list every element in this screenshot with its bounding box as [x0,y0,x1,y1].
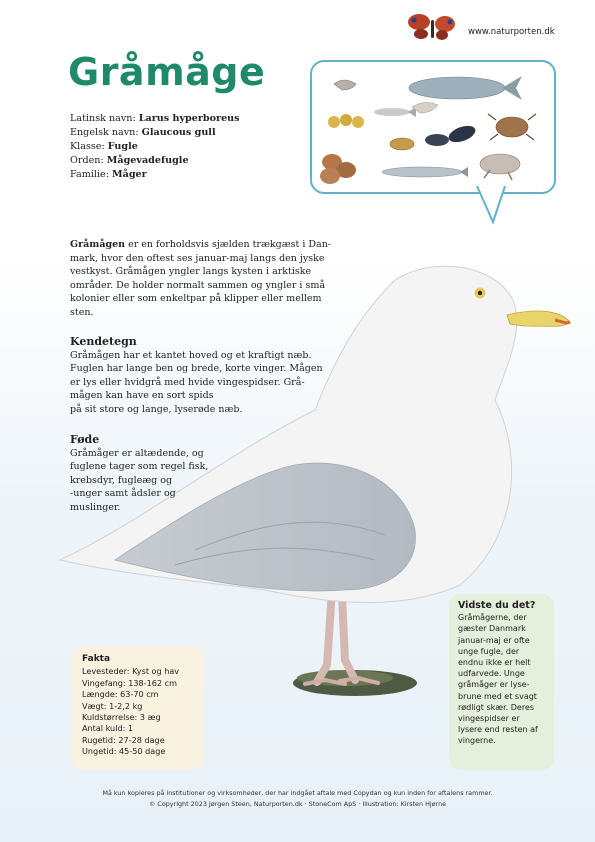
sandeel-icon [382,167,468,177]
fakta-line: Rugetid: 27-28 dage [82,734,165,745]
vidste-line: lysere end resten af [458,725,538,735]
meta-class: Klasse: Fugle [70,141,138,152]
vidste-line: udfarvede. Unge [458,669,525,679]
vidste-du-det-box [449,594,554,770]
vidste-line: endnu ikke er helt [458,658,531,668]
vidste-line: gråmåger er lyse- [458,680,530,690]
kendetegn-section: Kendetegn Gråmågen har et kantet hoved og et kraftigt næb. Fuglen har lange ben og brede, korte vinger. Mågen er lys eller hvidgrå med hvide vingespidser. Grå- mågen kan have en sort spids på sit store og lange, lyserøde næb. [70,335,350,417]
vidste-line: gæster Danmark [458,624,526,634]
footer-license: Må kun kopieres på institutioner og virksomheder, der har indgået aftale med Copydan og kun inden for aftalens rammer. [102,789,493,797]
chicks-icon [328,114,364,128]
website-link[interactable]: www.naturporten.dk [468,27,555,37]
eye-icon [475,288,486,299]
fakta-box [72,646,204,770]
fakta-line: Længde: 63-70 cm [82,689,159,700]
page-title: Gråmåge [68,50,266,94]
vidste-line: Gråmågerne, der [458,613,527,623]
meta-latin: Latinsk navn: Larus hyperboreus [70,113,240,124]
fakta-line: Vingefang: 138-162 cm [82,677,177,688]
vidste-line: unge fugle, der [458,646,520,656]
vidste-line: brune med et svagt [458,691,537,701]
meta-family: Familie: Måger [70,169,147,180]
carrion-icon [480,154,520,180]
shrimp-icon [334,80,356,90]
fakta-line: Antal kuld: 1 [82,723,134,734]
footer-copyright: © Copyright 2023 Jørgen Steen, Naturporten.dk · StoneCom ApS · Illustration: Kirsten Hjørne [148,800,447,808]
fakta-line: Ungetid: 45-50 dage [82,746,166,757]
food-bubble [310,60,556,194]
beak-icon [507,311,570,326]
crab-icon [488,114,536,140]
meta-english: Engelsk navn: Glaucous gull [70,127,216,138]
isopod-icon [390,138,414,150]
mussel-icon [425,123,478,146]
vidste-line: rødligt skær. Deres [458,702,535,712]
food-illustrations [312,62,554,192]
vidste-line: vingespidser er [458,714,520,724]
fode-heading: Føde [70,433,100,446]
intro-paragraph: Gråmågen er en forholdsvis sjælden trækgæst i Dan- mark, hvor den oftest ses januar-maj langs den jyske vestkyst. Gråmågen yngler langs kysten i arktiske områder. De holder normalt sammen og yngler i små kolonier eller som enkeltpar på klipper eller mellem sten. [70,239,332,318]
meta-order: Orden: Mågevadefugle [70,155,189,166]
vidste-line: vingerne. [458,736,496,746]
vidste-line: januar-maj er ofte [458,635,530,645]
species-meta [70,112,240,182]
fode-section: Føde Gråmåger er altædende, og fuglene tager som regel fisk, krebsdyr, fugleæg og -unger samt ådsler og muslinger. [70,433,230,515]
bubble-tail [475,186,515,226]
butterfly-icon [405,10,465,42]
small-fish-icon [374,107,416,117]
fish-icon [409,76,522,100]
fakta-title: Fakta [82,654,111,664]
fakta-line: Kuldstørrelse: 3 æg [82,712,161,723]
fakta-line: Levesteder: Kyst og hav [82,666,180,677]
vidste-title: Vidste du det? [458,600,536,611]
fakta-line: Vægt: 1-2,2 kg [82,700,143,711]
kendetegn-heading: Kendetegn [70,335,137,348]
eggs-icon [320,154,356,184]
